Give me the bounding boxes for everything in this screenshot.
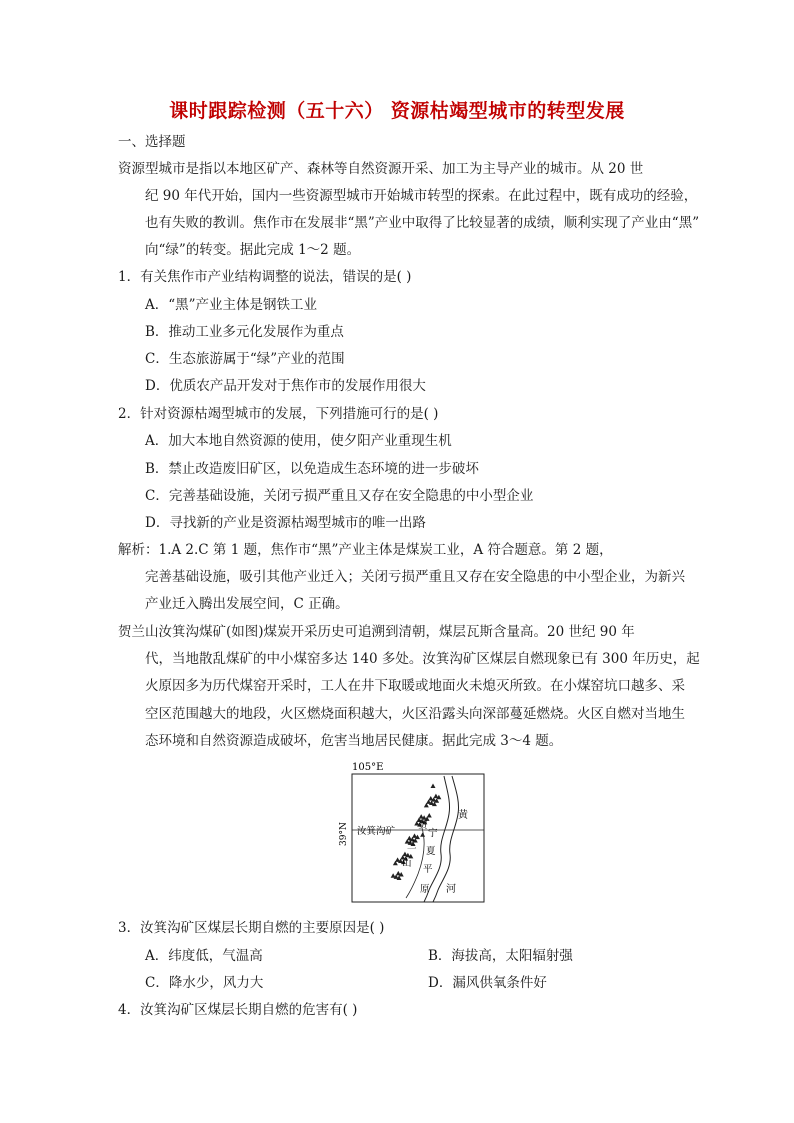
q3-stem: 3．汝箕沟矿区煤层长期自燃的主要原因是( ): [118, 920, 385, 936]
passage1-line: 向“绿”的转变。据此完成 1～2 题。: [145, 242, 361, 258]
mountain-symbol: [431, 784, 436, 789]
q2-stem: 2．针对资源枯竭型城市的发展，下列措施可行的是( ): [118, 406, 439, 422]
passage1-line: 也有失败的教训。焦作市在发展非“黑”产业中取得了比较显著的成绩，顺利实现了产业由“黑”: [145, 215, 700, 231]
passage2-line: 贺兰山汝箕沟煤矿(如图)煤炭开采历史可追溯到清朝，煤层瓦斯含量高。20 世纪 90 年: [118, 624, 635, 640]
latitude-label: 39°N: [339, 822, 349, 846]
region-char-ping: 平: [423, 864, 433, 875]
passage2-line: 火原因多为历代煤窑开采时，工人在井下取暖或地面火未熄灭所致。在小煤窑坑口越多、采: [145, 678, 685, 694]
q3-option-b: B．海拔高，太阳辐射强: [428, 948, 573, 964]
q1-option-d: D．优质农产品开发对于焦作市的发展作用很大: [145, 378, 426, 394]
q2-option-b: B．禁止改造废旧矿区，以免造成生态环境的进一步破坏: [145, 461, 479, 477]
region-char-yuan: 原: [420, 884, 430, 895]
mountain-char-lan: 兰: [407, 840, 417, 851]
passage1-line: 纪 90 年代开始，国内一些资源型城市开始城市转型的探索。在此过程中，既有成功的经验，: [145, 188, 698, 204]
page-title: 课时跟踪检测（五十六） 资源枯竭型城市的转型发展: [169, 100, 625, 122]
passage2-line: 空区范围越大的地段，火区燃烧面积越大，火区沿露头向深部蔓延燃烧。火区自燃对当地生: [145, 706, 685, 722]
passage1-line: 资源型城市是指以本地区矿产、森林等自然资源开采、加工为主导产业的城市。从 20 世: [118, 161, 644, 177]
river-char-he: 河: [446, 884, 456, 895]
region-char-xia: 夏: [426, 846, 436, 857]
analysis-line: 产业迁入腾出发展空间，C 正确。: [145, 596, 349, 612]
longitude-label: 105°E: [352, 762, 384, 773]
river-char-huang: 黄: [458, 810, 468, 821]
mountain-char-he: 贺: [418, 820, 428, 831]
analysis-line: 完善基础设施，吸引其他产业迁入；关闭亏损严重且又存在安全隐患的中小型企业，为新兴: [145, 569, 685, 585]
mine-label: 汝箕沟矿: [357, 826, 396, 837]
q3-option-c: C．降水少，风力大: [145, 975, 264, 991]
region-char-ning: 宁: [428, 828, 438, 839]
q1-option-b: B．推动工业多元化发展作为重点: [145, 324, 344, 340]
analysis-line: 解析：1.A 2.C 第 1 题，焦作市“黑”产业主体是煤炭工业，A 符合题意。第 2 题，: [118, 542, 613, 558]
q2-option-a: A．加大本地自然资源的使用，使夕阳产业重现生机: [145, 433, 452, 449]
mountain-symbol: [427, 813, 432, 818]
q3-option-a: A．纬度低，气温高: [145, 948, 263, 964]
passage2-line: 代，当地散乱煤矿的中小煤窑多达 140 多处。汝箕沟矿区煤层自燃现象已有 300 年历史，起: [145, 651, 700, 667]
q3-option-d: D．漏风供氧条件好: [428, 975, 547, 991]
helan-mountain-map: [330, 758, 490, 908]
q1-option-a: A．“黑”产业主体是钢铁工业: [145, 297, 318, 313]
q2-option-c: C．完善基础设施，关闭亏损严重且又存在安全隐患的中小型企业: [145, 488, 534, 504]
mountain-symbol: [420, 832, 425, 837]
q1-option-c: C．生态旅游属于“绿”产业的范围: [145, 351, 345, 367]
mountain-char-shan: 山: [402, 858, 412, 869]
q4-stem: 4．汝箕沟矿区煤层长期自燃的危害有( ): [118, 1002, 358, 1018]
q1-stem: 1．有关焦作市产业结构调整的说法，错误的是( ): [118, 269, 412, 285]
passage2-line: 态环境和自然资源造成破坏，危害当地居民健康。据此完成 3～4 题。: [145, 733, 563, 749]
section-heading: 一、选择题: [118, 134, 186, 150]
q2-option-d: D．寻找新的产业是资源枯竭型城市的唯一出路: [145, 515, 426, 531]
